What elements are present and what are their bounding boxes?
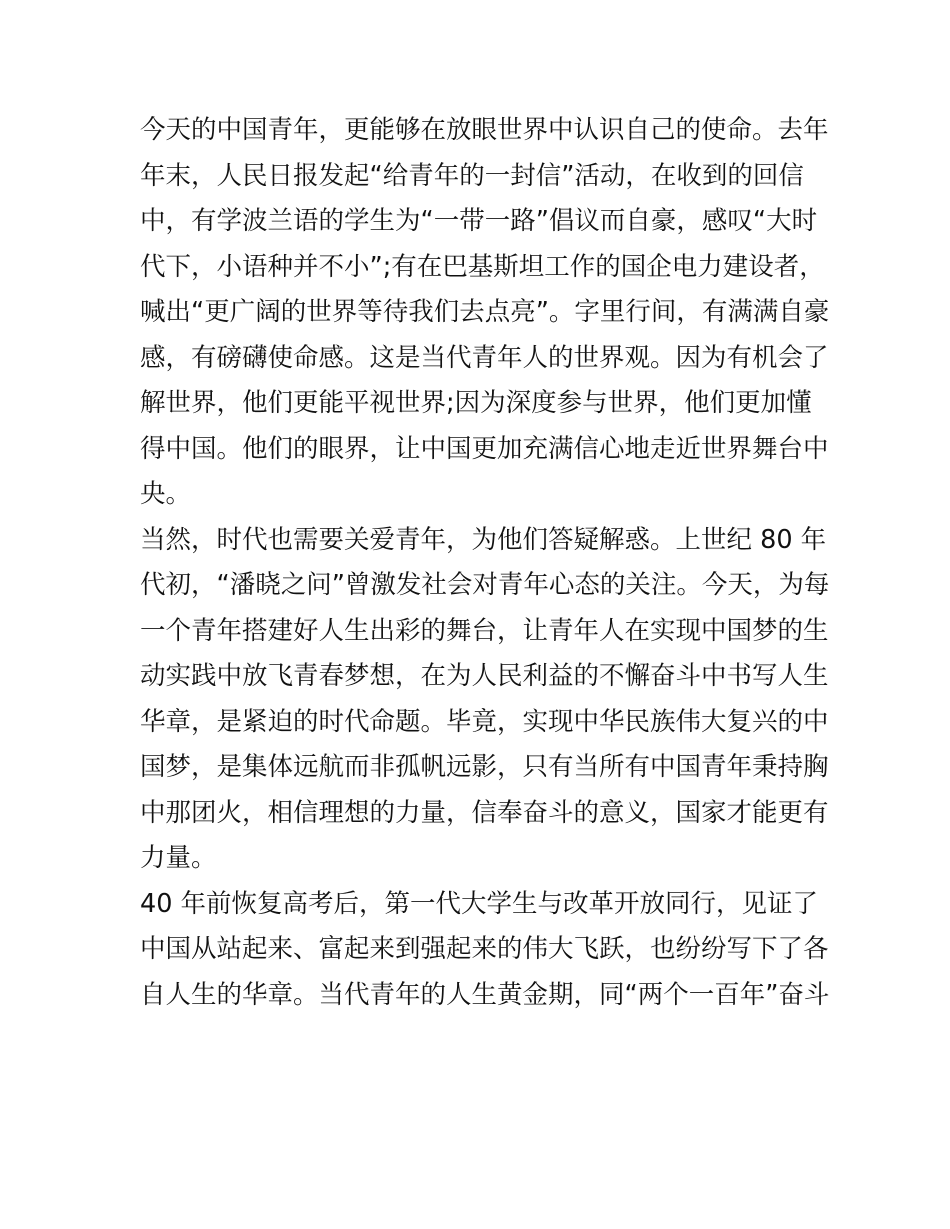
text-line: 一个青年搭建好人生出彩的舞台，让青年人在实现中国梦的生 bbox=[140, 615, 829, 646]
text-line: 中，有学波兰语的学生为“一带一路”倡议而自豪，感叹“大时 bbox=[140, 206, 818, 236]
text-line: 40 年前恢复高考后，第一代大学生与改革开放同行，见证了 bbox=[140, 888, 819, 919]
text-line: 力量。 bbox=[140, 843, 217, 873]
body-text bbox=[140, 108, 830, 1018]
text-line: 央。 bbox=[140, 479, 192, 509]
text-line: 代初，“潘晓之问”曾激发社会对青年心态的关注。今天，为每 bbox=[140, 570, 830, 600]
text-line: 得中国。他们的眼界，让中国更加充满信心地走近世界舞台中 bbox=[140, 433, 829, 464]
text-line: 当然，时代也需要关爱青年，为他们答疑解惑。上世纪 80 年 bbox=[140, 524, 827, 555]
text-line: 今天的中国青年，更能够在放眼世界中认识自己的使命。去年 bbox=[140, 115, 829, 145]
text-line: 感，有磅礴使命感。这是当代青年人的世界观。因为有机会了 bbox=[140, 342, 829, 373]
text-line: 动实践中放飞青春梦想，在为人民利益的不懈奋斗中书写人生 bbox=[140, 661, 829, 691]
text-line: 解世界，他们更能平视世界;因为深度参与世界，他们更加懂 bbox=[140, 388, 812, 418]
text-line: 中那团火，相信理想的力量，信奉奋斗的意义，国家才能更有 bbox=[140, 797, 829, 828]
text-line: 代下，小语种并不小”;有在巴基斯坦工作的国企电力建设者， bbox=[140, 251, 825, 282]
text-line: 国梦，是集体远航而非孤帆远影，只有当所有中国青年秉持胸 bbox=[140, 752, 829, 782]
text-line: 喊出“更广阔的世界等待我们去点亮”。字里行间，有满满自豪 bbox=[140, 297, 830, 327]
text-line: 年末，人民日报发起“给青年的一封信”活动，在收到的回信 bbox=[140, 160, 804, 191]
text-line: 华章，是紧迫的时代命题。毕竟，实现中华民族伟大复兴的中 bbox=[140, 706, 829, 737]
text-line: 自人生的华章。当代青年的人生黄金期，同“两个一百年”奋斗 bbox=[140, 979, 830, 1010]
text-line: 中国从站起来、富起来到强起来的伟大飞跃，也纷纷写下了各 bbox=[140, 934, 829, 964]
